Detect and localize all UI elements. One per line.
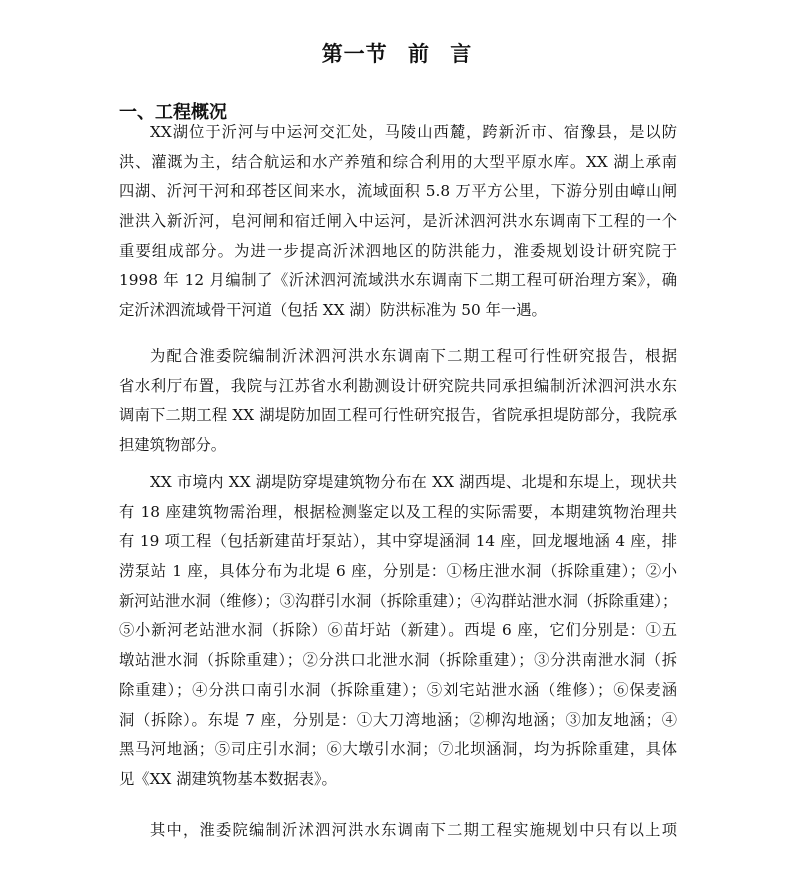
paragraph-line: 洞（拆除）。东堤 7 座，分别是：①大刀湾地涵；②柳沟地涵；③加友地涵；④: [119, 710, 677, 729]
paragraph-line: 调南下二期工程 XX 湖堤防加固工程可行性研究报告，省院承担堤防部分，我院承: [119, 406, 677, 425]
paragraph-line: 定沂沭泗流域骨干河道（包括 XX 湖）防洪标准为 50 年一遇。: [119, 301, 547, 320]
paragraph-line: XX湖位于沂河与中运河交汇处，马陵山西麓，跨新沂市、宿豫县，是以防: [150, 123, 677, 141]
paragraph-line: 担建筑物部分。: [119, 436, 227, 455]
paragraph-structures: [119, 468, 677, 795]
paragraph-line: 涝泵站 1 座，具体分布为北堤 6 座，分别是：①杨庄泄水洞（拆除重建）；②小: [119, 562, 677, 581]
paragraph-line: 见《XX 湖建筑物基本数据表》。: [119, 769, 337, 788]
paragraph-continuation: [119, 816, 677, 846]
paragraph-line: 有 19 项工程（包括新建苗圩泵站），其中穿堤涵洞 14 座，回龙堰地涵 4 座，排: [119, 532, 677, 551]
paragraph-line: 黑马河地涵；⑤司庄引水洞；⑥大墩引水洞；⑦北坝涵洞，均为拆除重建，具体: [119, 740, 677, 759]
paragraph-overview: [119, 118, 677, 326]
paragraph-line: 墩站泄水洞（拆除重建）；②分洪口北泄水洞（拆除重建）；③分洪南泄水洞（拆: [119, 651, 677, 670]
paragraph-line: 重要组成部分。为进一步提高沂沭泗地区的防洪能力，淮委规划设计研究院于: [119, 241, 677, 260]
paragraph-line: 除重建）；④分洪口南引水洞（拆除重建）；⑤刘宅站泄水涵（维修）；⑥保麦涵: [119, 680, 677, 699]
paragraph-report-task: [119, 342, 677, 461]
paragraph-line: 有 18 座建筑物需治理，根据检测鉴定以及工程的实际需要，本期建筑物治理共: [119, 502, 677, 521]
section-heading: 一、工程概况: [119, 102, 227, 123]
paragraph-line: 为配合淮委院编制沂沭泗河洪水东调南下二期工程可行性研究报告，根据: [150, 347, 677, 365]
paragraph-line: 泄洪入新沂河，皂河闸和宿迁闸入中运河，是沂沭泗河洪水东调南下工程的一个: [119, 212, 677, 231]
paragraph-line: 洪、灌溉为主，结合航运和水产养殖和综合利用的大型平原水库。XX 湖上承南: [119, 152, 677, 171]
paragraph-line: 1998 年 12 月编制了《沂沭泗河流域洪水东调南下二期工程可研治理方案》，确: [119, 271, 677, 290]
page-title: 第一节 前 言: [321, 42, 473, 66]
paragraph-line: 新河站泄水洞（维修）；③沟群引水洞（拆除重建）；④沟群站泄水洞（拆除重建）；: [119, 591, 678, 610]
paragraph-line: 其中，淮委院编制沂沭泗河洪水东调南下二期工程实施规划中只有以上项: [150, 821, 677, 839]
paragraph-line: 省水利厅布置，我院与江苏省水利勘测设计研究院共同承担编制沂沭泗河洪水东: [119, 376, 677, 395]
paragraph-line: ⑤小新河老站泄水洞（拆除）⑥苗圩站（新建）。西堤 6 座，它们分别是：①五: [119, 621, 677, 640]
paragraph-line: 四湖、沂河干河和邳苍区间来水，流域面积 5.8 万平方公里，下游分别由嶂山闸: [119, 182, 677, 201]
paragraph-line: XX 市境内 XX 湖堤防穿堤建筑物分布在 XX 湖西堤、北堤和东堤上，现状共: [150, 473, 677, 491]
